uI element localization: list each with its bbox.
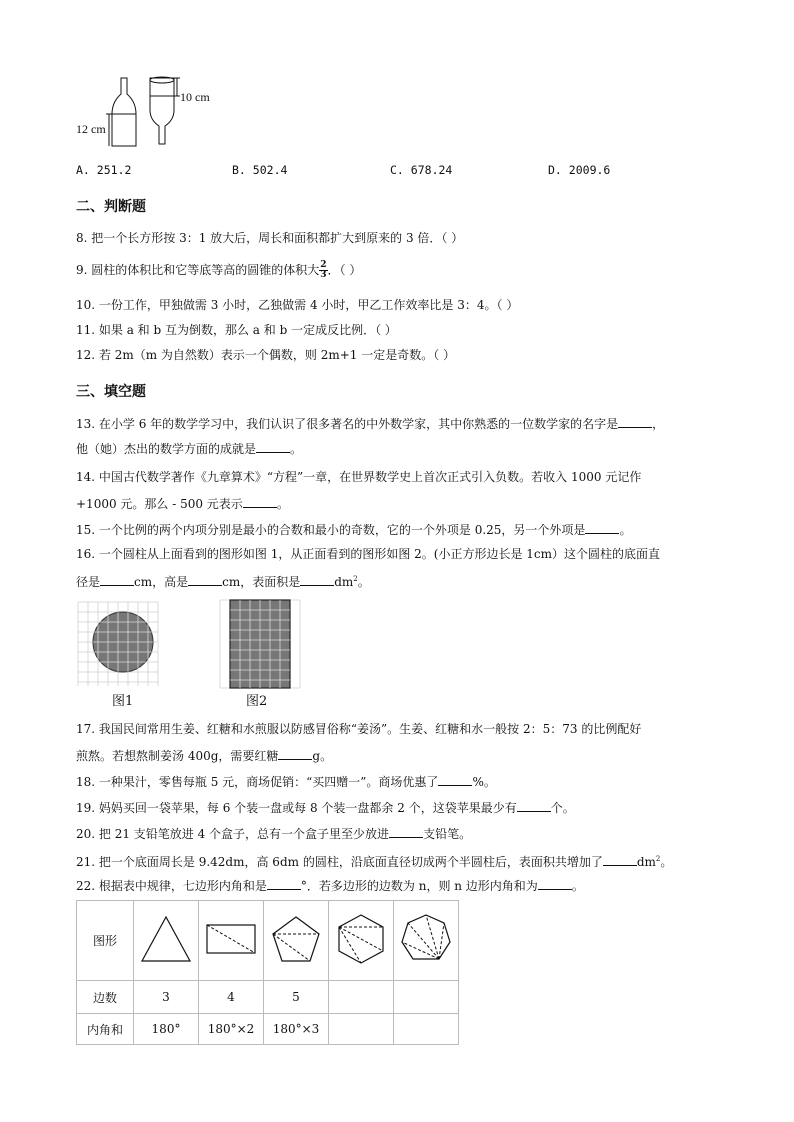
question-16-line2: 径是 cm，高是 cm，表面积是 $dm^2$。 bbox=[76, 575, 370, 589]
question-21: 21. 把一个底面周长是 9.42dm，高 6dm 的圆柱，沿底面直径切成两个半圆柱后，表面积共增加了 $dm^2$。 bbox=[76, 855, 673, 869]
answer-blank[interactable] bbox=[603, 853, 637, 866]
label-12cm: 12 cm bbox=[76, 122, 106, 136]
sides-cell: 3 bbox=[134, 981, 199, 1014]
answer-blank[interactable] bbox=[438, 773, 472, 786]
question-16-line1: 16. 一个圆柱从上面看到的图形如图 1，从正面看到的图形如图 2。(小正方形边长是 1cm）这个圆柱的底面直 bbox=[76, 547, 661, 561]
question-15: 15. 一个比例的两个内项分别是最小的合数和最小的奇数，它的一个外项是 0.25，另一个外项是 。 bbox=[76, 523, 632, 537]
question-18: 18. 一种果汁，零售每瓶 5 元，商场促销：“买四赠一”。商场优惠了 %。 bbox=[76, 775, 496, 789]
sides-cell: 5 bbox=[264, 981, 329, 1014]
question-20: 20. 把 21 支铅笔放进 4 个盒子，总有一个盒子里至少放进 支铅笔。 bbox=[76, 827, 472, 841]
section-title-fill: 三、填空题 bbox=[76, 384, 146, 400]
row-header-sides: 边数 bbox=[77, 981, 134, 1014]
fraction-two-thirds: $\frac{2}{3}$ bbox=[320, 260, 327, 280]
question-12: 12. 若 2m（m 为自然数）表示一个偶数，则 2m+1 一定是奇数。（ ） bbox=[76, 348, 456, 362]
figure-1-grid-circle bbox=[76, 600, 166, 688]
sides-cell bbox=[394, 981, 459, 1014]
option-a[interactable]: A. 251.2 bbox=[76, 163, 132, 177]
row-header-angle-sum: 内角和 bbox=[77, 1014, 134, 1045]
question-11: 11. 如果 a 和 b 互为倒数，那么 a 和 b 一定成反比例．（ ） bbox=[76, 323, 397, 337]
sides-cell bbox=[329, 981, 394, 1014]
rectangle-shape bbox=[199, 901, 264, 981]
polygon-angle-table bbox=[76, 900, 459, 1045]
angle-sum-cell: 180°×3 bbox=[264, 1014, 329, 1045]
answer-blank[interactable] bbox=[188, 573, 222, 586]
option-c[interactable]: C. 678.24 bbox=[390, 163, 453, 177]
question-13-line1: 13. 在小学 6 年的数学学习中，我们认识了很多著名的中外数学家，其中你熟悉的一位数学家的名字是 ， bbox=[76, 417, 665, 431]
answer-blank[interactable] bbox=[618, 415, 652, 428]
option-d[interactable]: D. 2009.6 bbox=[548, 163, 611, 177]
sides-cell: 4 bbox=[199, 981, 264, 1014]
question-14-line2: +1000 元。那么 - 500 元表示 。 bbox=[76, 497, 289, 511]
figure-2-grid-rectangle bbox=[218, 598, 302, 690]
question-19: 19. 妈妈买回一袋苹果，每 6 个装一盘或每 8 个装一盘都余 2 个，这袋苹果最少有 个。 bbox=[76, 801, 575, 815]
question-22: 22. 根据表中规律，七边形内角和是 °．若多边形的边数为 n，则 n 边形内角和为 。 bbox=[76, 879, 584, 893]
pentagon-shape bbox=[264, 901, 329, 981]
question-10: 10. 一份工作，甲独做需 3 小时，乙独做需 4 小时，甲乙工作效率比是 3：4。（ ） bbox=[76, 298, 519, 312]
section-title-judge: 二、判断题 bbox=[76, 199, 146, 215]
question-17-line2: 煎熬。若想熬制姜汤 400g，需要红糖 g。 bbox=[76, 749, 333, 763]
answer-blank[interactable] bbox=[517, 799, 551, 812]
angle-sum-cell: 180° bbox=[134, 1014, 199, 1045]
question-13-line2: 他（她）杰出的数学方面的成就是 。 bbox=[76, 442, 303, 456]
option-b[interactable]: B. 502.4 bbox=[232, 163, 288, 177]
answer-blank[interactable] bbox=[300, 573, 334, 586]
angle-sum-cell: 180°×2 bbox=[199, 1014, 264, 1045]
answer-blank[interactable] bbox=[389, 825, 423, 838]
figure-2-caption: 图2 bbox=[246, 694, 268, 709]
label-10cm: 10 cm bbox=[180, 90, 210, 104]
answer-blank[interactable] bbox=[585, 521, 619, 534]
figure-1-caption: 图1 bbox=[112, 694, 134, 709]
bottle-figure bbox=[76, 74, 256, 149]
angle-sum-cell bbox=[394, 1014, 459, 1045]
triangle-shape bbox=[134, 901, 199, 981]
answer-blank[interactable] bbox=[278, 747, 312, 760]
question-14-line1: 14. 中国古代数学著作《九章算术》“方程”一章，在世界数学史上首次正式引入负数。若收入 1000 元记作 bbox=[76, 470, 642, 484]
angle-sum-cell bbox=[329, 1014, 394, 1045]
hexagon-shape bbox=[329, 901, 394, 981]
question-17-line1: 17. 我国民间常用生姜、红糖和水煎服以防感冒俗称“姜汤”。生姜、红糖和水一般按 2：5：73 的比例配好 bbox=[76, 722, 642, 736]
question-8: 8. 把一个长方形按 3：1 放大后，周长和面积都扩大到原来的 3 倍．（ ） bbox=[76, 231, 464, 245]
answer-blank[interactable] bbox=[243, 495, 277, 508]
answer-blank[interactable] bbox=[267, 877, 301, 890]
answer-blank[interactable] bbox=[538, 877, 572, 890]
row-header-shape: 图形 bbox=[77, 901, 134, 981]
heptagon-shape bbox=[394, 901, 459, 981]
question-9: 9. 圆柱的体积比和它等底等高的圆锥的体积大 $\frac{2}{3}$ ．（ ） bbox=[76, 260, 362, 280]
answer-blank[interactable] bbox=[256, 440, 290, 453]
answer-blank[interactable] bbox=[100, 573, 134, 586]
